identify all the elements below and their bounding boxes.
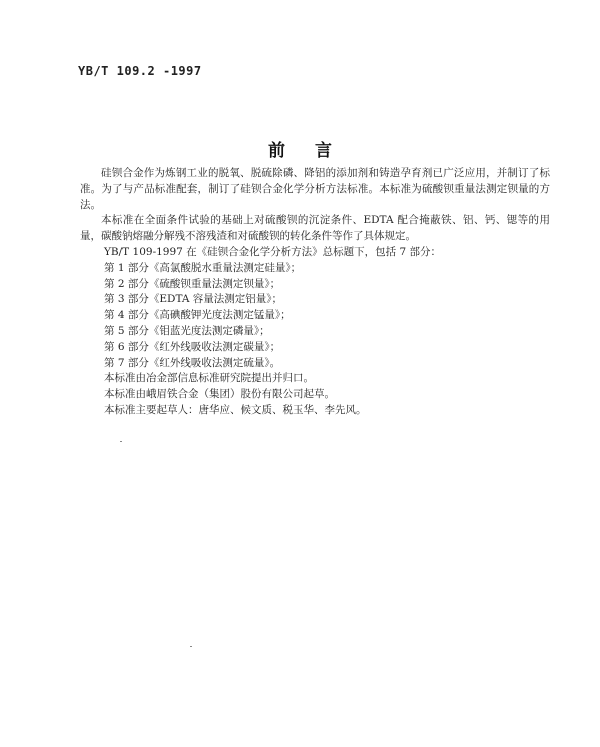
part-1-line: 第 1 部分《高氯酸脱水重量法测定硅量》；: [104, 261, 302, 274]
part-4-line: 第 4 部分《高碘酸钾光度法测定锰量》；: [104, 309, 291, 322]
part-3-line: 第 3 部分《EDTA 容量法测定铝量》；: [104, 293, 283, 306]
foreword-body: [80, 166, 550, 419]
scope-line: YB/T 109-1997 在《硅钡合金化学分析方法》总标题下，包括 7 部分：: [104, 245, 442, 258]
part-6-line: 第 6 部分《红外线吸收法测定碳量》；: [104, 340, 281, 353]
part-7-line: 第 7 部分《红外线吸收法测定硫量》。: [104, 356, 281, 369]
paragraph-2: 本标准在全面条件试验的基础上对硫酸钡的沉淀条件、EDTA 配合掩蔽铁、铝、钙、锶等的用量，碳酸钠熔融分解残不溶残渣和对硫酸钡的转化条件等作了具体规定。: [80, 214, 550, 243]
paragraph-1: 硅钡合金作为炼钢工业的脱氧、脱硫除磷、降铝的添加剂和铸造孕育剂已广泛应用，并制订了标准。为了与产品标准配套，制订了硅钡合金化学分析方法标准。本标准为硫酸钡重量法测定钡量的方法。: [80, 167, 550, 211]
drafters-line: 本标准主要起草人：唐华应、候文质、税玉华、李先风。: [104, 403, 367, 416]
part-5-line: 第 5 部分《钼蓝光度法测定磷量》；: [104, 324, 270, 337]
drafting-unit-line: 本标准由峨眉铁合金（集团）股份有限公司起草。: [104, 388, 335, 401]
scan-speck: [190, 646, 192, 647]
page-title: 前言: [268, 141, 362, 161]
scan-speck: [120, 441, 122, 442]
proposer-line: 本标准由冶金部信息标准研究院提出并归口。: [104, 372, 314, 385]
standard-code: YB/T 109.2 -1997: [78, 64, 202, 78]
part-2-line: 第 2 部分《硫酸钡重量法测定钡量》；: [104, 277, 281, 290]
